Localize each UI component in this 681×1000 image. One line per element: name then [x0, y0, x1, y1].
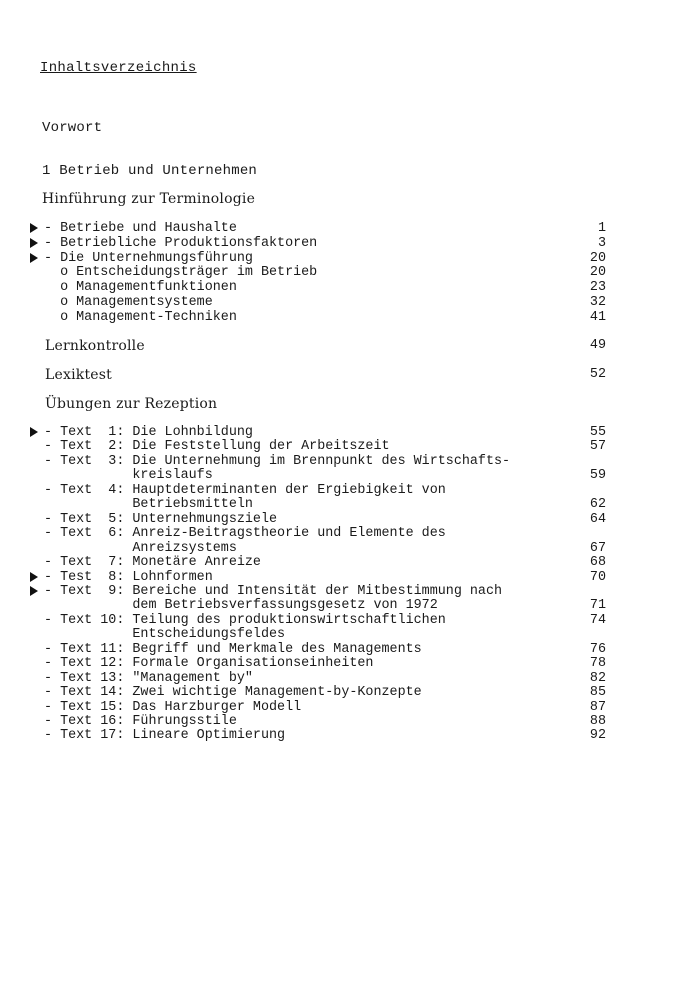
page-number: 82	[589, 670, 606, 686]
toc-entry	[0, 310, 681, 325]
text-entry	[0, 700, 681, 715]
toc-entry	[0, 221, 681, 236]
page-number: 74	[589, 612, 606, 628]
text-entry	[0, 728, 681, 743]
toc-entry	[0, 251, 681, 266]
page-number: 62	[589, 497, 606, 513]
page-number: 70	[589, 569, 606, 585]
text-entry	[0, 714, 681, 729]
page-number: 88	[589, 714, 606, 729]
entry-label: - Text 14: Zwei wichtige Management-by-Konzepte	[44, 685, 422, 701]
text-entry	[0, 512, 681, 527]
page-number: 68	[589, 555, 606, 571]
entry-label: - Text 12: Formale Organisationseinheiten	[44, 656, 374, 672]
entry-label: Entscheidungsfeldes	[44, 627, 286, 643]
entry-label: - Text 7: Monetäre Anreize	[44, 555, 261, 571]
page-number: 59	[589, 468, 606, 484]
page-number: 1	[597, 221, 606, 236]
toc-title: Inhaltsverzeichnis	[40, 60, 197, 76]
page-number: 57	[589, 439, 606, 455]
entry-label: - Test 8: Lohnformen	[44, 569, 213, 585]
text-entry	[0, 425, 681, 440]
entry-label: - Text 13: "Management by"	[44, 670, 253, 686]
text-entry	[0, 526, 681, 541]
section-heading-rezeption: Übungen zur Rezeption	[45, 396, 218, 412]
entry-label: - Text 11: Begriff und Merkmale des Managements	[44, 641, 422, 657]
text-entry	[0, 598, 681, 613]
page-number: 64	[589, 511, 606, 527]
text-entry	[0, 685, 681, 700]
entry-label: - Text 3: Die Unternehmung im Brennpunkt des Wirtschafts-	[44, 453, 511, 469]
entry-label: - Text 9: Bereiche und Intensität der Mitbestimmung nach	[44, 583, 503, 599]
text-entry	[0, 497, 681, 512]
entry-label: - Text 10: Teilung des produktionswirtschaftlichen	[44, 612, 446, 628]
page-number: 41	[589, 309, 606, 325]
page-number: 78	[589, 656, 606, 672]
entry-label: dem Betriebsverfassungsgesetz von 1972	[44, 598, 438, 614]
text-entry	[0, 642, 681, 657]
text-entry	[0, 468, 681, 483]
page-number: 55	[589, 425, 606, 440]
page-number: 71	[589, 598, 606, 614]
entry-label: - Text 4: Hauptdeterminanten der Ergiebigkeit von	[44, 482, 446, 498]
page-number: 76	[589, 641, 606, 657]
text-entry	[0, 627, 681, 642]
entry-label: - Die Unternehmungsführung	[44, 250, 253, 266]
lexiktest-page: 52	[589, 367, 606, 382]
arrow-marker-icon	[30, 572, 38, 582]
entry-label: o Managementsysteme	[44, 295, 213, 310]
entry-label: o Entscheidungsträger im Betrieb	[44, 265, 318, 281]
toc-entry	[0, 295, 681, 310]
text-entry	[0, 671, 681, 686]
entry-label: - Betriebliche Produktionsfaktoren	[44, 235, 318, 251]
entry-label: - Text 16: Führungsstile	[44, 714, 237, 729]
page-number: 23	[589, 280, 606, 296]
text-entry	[0, 613, 681, 628]
lernkontrolle-page: 49	[589, 338, 606, 353]
arrow-marker-icon	[30, 253, 38, 263]
arrow-marker-icon	[30, 427, 38, 437]
lernkontrolle-heading: Lernkontrolle	[45, 338, 145, 354]
entry-label: - Betriebe und Haushalte	[44, 221, 237, 236]
toc-entry	[0, 236, 681, 251]
entry-label: kreislaufs	[44, 468, 213, 484]
text-entry	[0, 541, 681, 556]
text-entry	[0, 584, 681, 599]
entry-label: - Text 17: Lineare Optimierung	[44, 728, 286, 744]
text-entry	[0, 454, 681, 469]
page-number: 3	[597, 235, 606, 251]
arrow-marker-icon	[30, 223, 38, 233]
toc-entry	[0, 280, 681, 295]
arrow-marker-icon	[30, 238, 38, 248]
text-entry	[0, 483, 681, 498]
entry-label: - Text 2: Die Feststellung der Arbeitszeit	[44, 439, 390, 455]
page-number: 87	[589, 699, 606, 715]
page-number: 20	[589, 250, 606, 266]
section-heading-terminologie: Hinführung zur Terminologie	[42, 191, 256, 207]
text-entry	[0, 570, 681, 585]
entry-label: o Managementfunktionen	[44, 280, 237, 296]
page-number: 20	[589, 265, 606, 281]
entry-label: - Text 1: Die Lohnbildung	[44, 425, 253, 440]
lexiktest-heading: Lexiktest	[45, 367, 112, 383]
entry-label: Anreizsystems	[44, 540, 237, 556]
chapter-heading: 1 Betrieb und Unternehmen	[42, 163, 258, 179]
page-number: 85	[589, 685, 606, 701]
entry-label: - Text 15: Das Harzburger Modell	[44, 699, 302, 715]
vorwort-heading: Vorwort	[42, 120, 103, 136]
entry-label: - Text 6: Anreiz-Beitragstheorie und Elemente des	[44, 526, 446, 542]
page-number: 67	[589, 540, 606, 556]
entry-label: o Management-Techniken	[44, 309, 237, 325]
text-entry	[0, 439, 681, 454]
page-number: 92	[589, 728, 606, 744]
toc-entry	[0, 265, 681, 280]
text-entry	[0, 555, 681, 570]
entry-label: Betriebsmitteln	[44, 497, 253, 513]
entry-label: - Text 5: Unternehmungsziele	[44, 511, 278, 527]
page-number: 32	[589, 295, 606, 310]
text-entry	[0, 656, 681, 671]
arrow-marker-icon	[30, 586, 38, 596]
